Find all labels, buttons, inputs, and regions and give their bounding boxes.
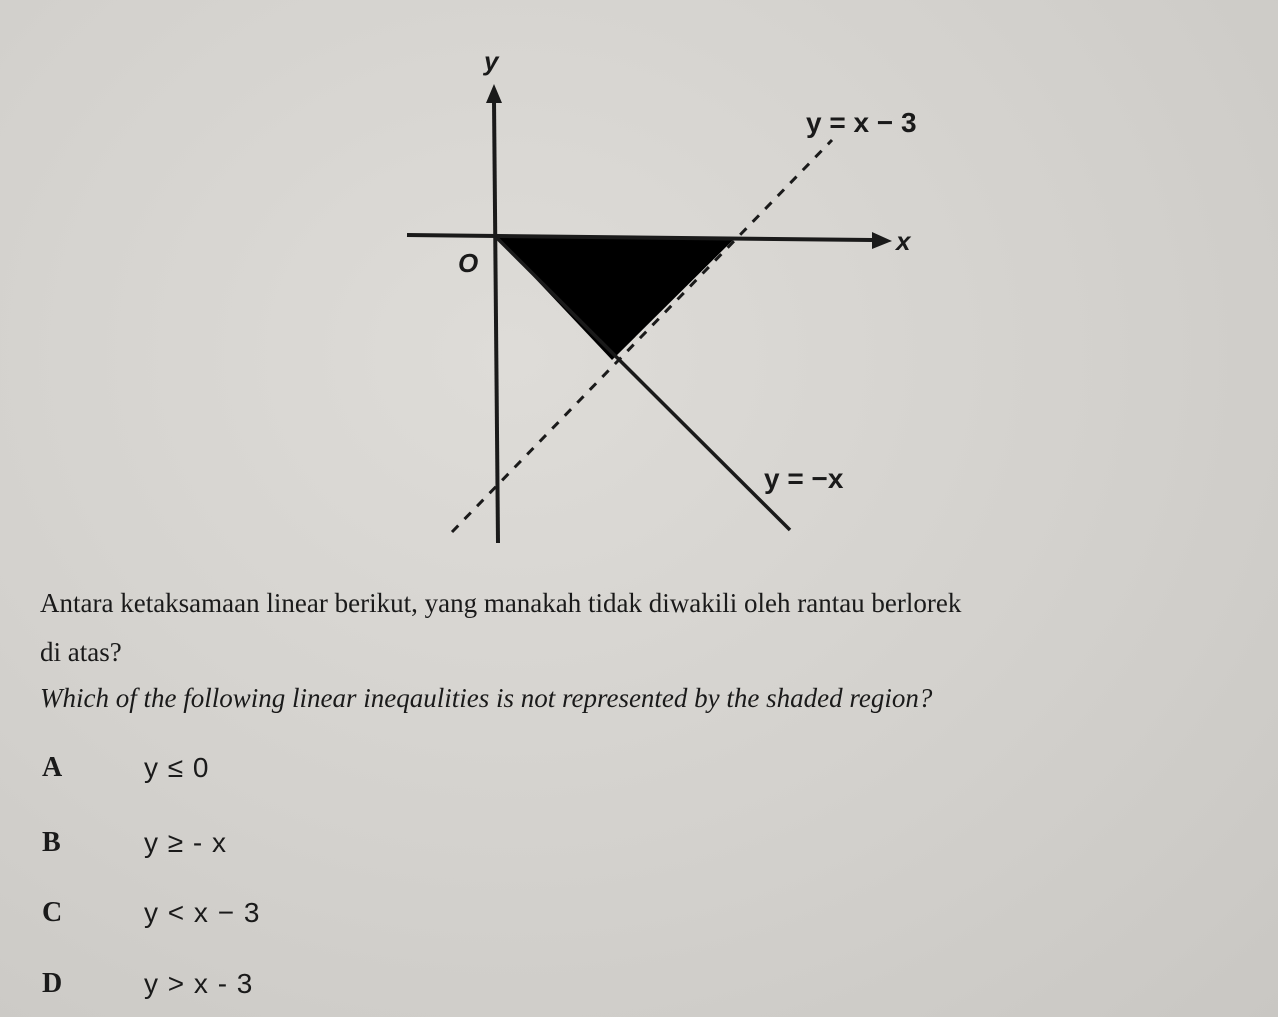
option-expression: y ≤ 0 bbox=[144, 752, 210, 783]
option-expression: y > x - 3 bbox=[144, 968, 254, 999]
y-axis bbox=[494, 100, 498, 543]
question-malay-line2: di atas? bbox=[40, 637, 122, 667]
option-letter: D bbox=[42, 968, 63, 999]
question-english: Which of the following linear ineqaulities is not represented by the shaded region? bbox=[40, 683, 933, 713]
option-letter: C bbox=[42, 897, 63, 928]
question-malay-line1: Antara ketaksamaan linear berikut, yang manakah tidak diwakili oleh rantau berlorek bbox=[40, 588, 962, 618]
x-axis bbox=[407, 235, 872, 240]
y-axis-label: y bbox=[484, 46, 499, 76]
y-axis-arrow bbox=[486, 84, 502, 103]
option-expression: y < x − 3 bbox=[144, 897, 261, 928]
option-c[interactable] bbox=[42, 897, 542, 937]
option-d[interactable] bbox=[42, 968, 542, 1008]
line-lower-label: y = −x bbox=[764, 463, 844, 494]
option-a[interactable] bbox=[42, 752, 542, 792]
line-upper-label: y = x − 3 bbox=[806, 107, 917, 138]
shaded-region bbox=[497, 238, 735, 360]
x-axis-arrow bbox=[872, 232, 892, 249]
x-axis-label: x bbox=[896, 226, 911, 256]
origin-label: O bbox=[458, 248, 479, 278]
option-letter: A bbox=[42, 752, 63, 783]
option-letter: B bbox=[42, 827, 61, 858]
option-expression: y ≥ - x bbox=[144, 827, 228, 858]
option-b[interactable] bbox=[42, 827, 542, 867]
